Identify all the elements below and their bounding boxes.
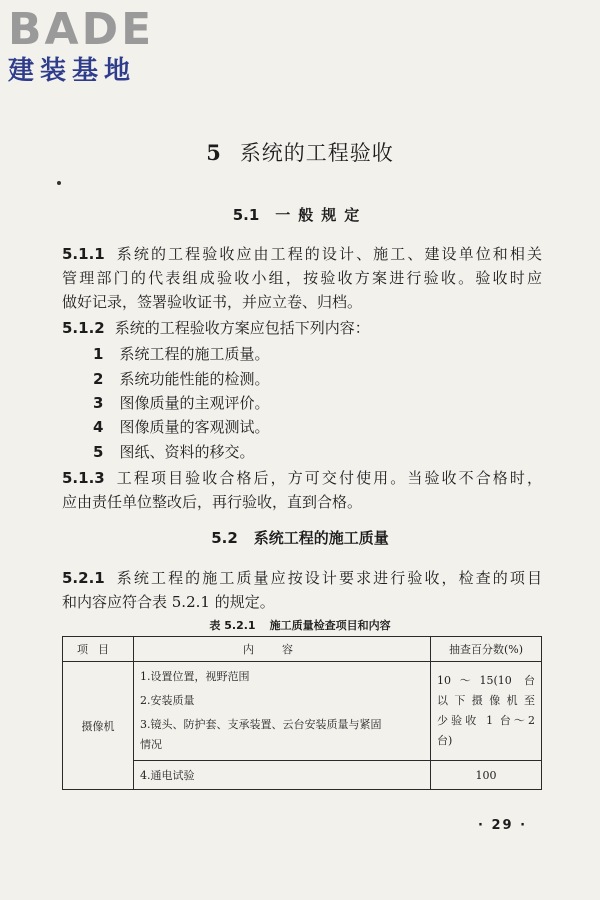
percent-line: 以下摄像机至 [437, 694, 535, 707]
clause-number: 5.2.1 [62, 569, 105, 587]
section-heading-5-1 [0, 204, 600, 226]
clause-line: 5.2.1 系统工程的施工质量应按设计要求进行验收，检查的项目 [62, 569, 542, 587]
table-row [63, 662, 542, 761]
content-line: 3.镜头、防护套、支承装置、云台安装质量与紧固 [140, 718, 382, 731]
site-logo [8, 6, 178, 86]
chapter-title-text: 系统的工程验收 [239, 141, 394, 165]
percent-line: 少验收 1 台～2 [437, 714, 535, 727]
section-number: 5.1 [232, 206, 260, 224]
clause-line: 5.1.2 系统的工程验收方案应包括下列内容： [62, 319, 370, 337]
list-item: 4 图像质量的客观测试。 [93, 418, 270, 436]
item-cell: 摄像机 [63, 662, 134, 790]
clause-number: 5.1.2 [62, 319, 105, 337]
content-line: 1.设置位置，视野范围 [140, 670, 250, 683]
table-number: 表 5.2.1 [209, 619, 256, 632]
table-row [63, 761, 542, 790]
bullet-mark [57, 181, 61, 185]
percent-line: 10～15(10 台 [437, 674, 535, 687]
chapter-number: 5 [206, 140, 222, 165]
list-item: 2 系统功能性能的检测。 [93, 370, 270, 388]
table-caption [0, 618, 600, 634]
percent-cell [431, 662, 542, 761]
content-cell: 4.通电试验 [134, 761, 431, 790]
content-cell [134, 662, 431, 761]
inspection-table [62, 636, 542, 790]
header-content: 内容 [134, 637, 431, 662]
list-item: 1 系统工程的施工质量。 [93, 345, 270, 363]
clause-line: 做好记录，签署验收证书，并应立卷、归档。 [62, 293, 363, 311]
section-title: 系统工程的施工质量 [253, 529, 389, 547]
content-line: 情况 [140, 738, 162, 751]
clause-line: 5.1.1 系统的工程验收应由工程的设计、施工、建设单位和相关 [62, 245, 542, 263]
clause-line: 应由责任单位整改后，再行验收，直到合格。 [62, 493, 363, 511]
clause-number: 5.1.3 [62, 469, 105, 487]
logo-word: BADE [8, 4, 155, 55]
logo-subtitle: 建装基地 [8, 56, 137, 86]
clause-line: 5.1.3 工程项目验收合格后，方可交付使用。当验收不合格时， [62, 469, 542, 487]
section-heading-5-2 [0, 527, 600, 549]
percent-cell: 100 [431, 761, 542, 790]
list-item: 3 图像质量的主观评价。 [93, 394, 270, 412]
table-header-row [63, 637, 542, 662]
clause-line: 管理部门的代表组成验收小组，按验收方案进行验收。验收时应 [62, 269, 542, 287]
section-title: 一般规定 [275, 206, 368, 224]
header-item: 项目 [63, 637, 134, 662]
list-item: 5 图纸、资料的移交。 [93, 443, 255, 461]
percent-line: 台) [437, 734, 453, 747]
content-line: 2.安装质量 [140, 694, 195, 707]
page-number: · 29 · [478, 818, 528, 833]
clause-line: 和内容应符合表 5.2.1 的规定。 [62, 593, 275, 611]
table-title: 施工质量检查项目和内容 [269, 619, 391, 632]
section-number: 5.2 [211, 529, 238, 547]
chapter-title [0, 138, 600, 168]
clause-number: 5.1.1 [62, 245, 105, 263]
header-percent: 抽查百分数(%) [431, 637, 542, 662]
